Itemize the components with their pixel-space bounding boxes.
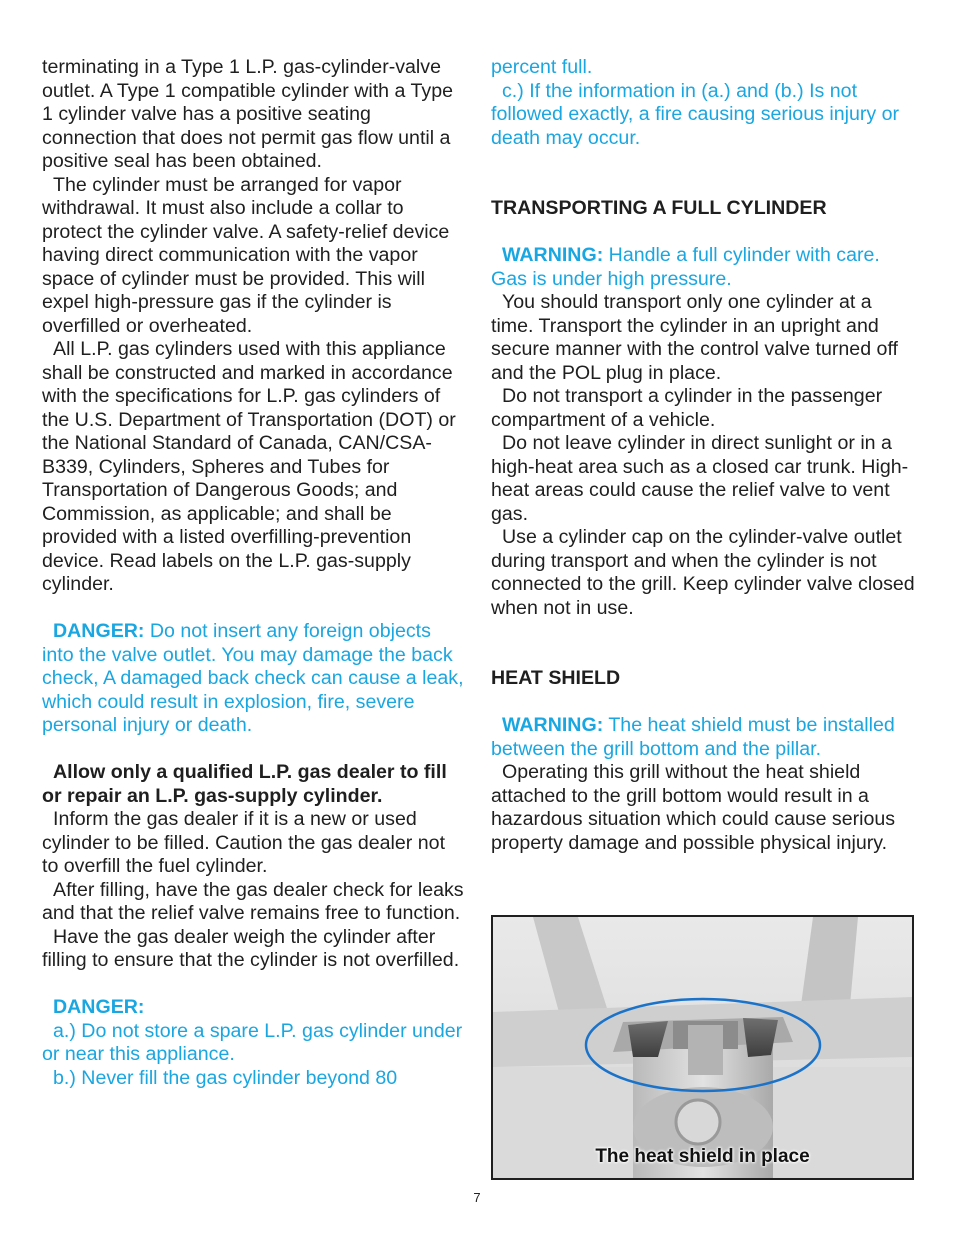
danger-label: DANGER: [53,620,145,642]
danger-foreign-objects [42,620,466,738]
heat-shield-illustration [493,917,912,1178]
left-column [42,56,466,1090]
paragraph-type1-valve: terminating in a Type 1 L.P. gas-cylinder-valve outlet. A Type 1 compatible cylinder with a Type 1 cylinder valve has a positive seating connection that does not permit gas flow until a positive seal has been obtained. [42,56,453,172]
qualified-dealer-notice: Allow only a qualified L.P. gas dealer to fill or repair an L.P. gas-supply cylinder. [42,761,447,807]
warning-text: Handle a full cylinder with care. Gas is under high pressure. [491,244,880,290]
paragraph-operating-without-shield: Operating this grill without the heat shield attached to the grill bottom would result in a hazardous situation which could cause serious property damage and possible physical injury. [491,761,896,854]
paragraph-vapor-withdrawal: The cylinder must be arranged for vapor withdrawal. It must also include a collar to protect the cylinder valve. A safety-relief device having direct communication with the vapor space of cylinder must be provided. This will expel high-pressure gas if the cylinder is overfilled or overheated. [42,173,450,337]
warning-label: WARNING: [502,714,604,736]
heading-transporting-cylinder: TRANSPORTING A FULL CYLINDER [491,197,827,219]
danger-item-b-continued: percent full. [491,56,593,78]
paragraph-after-filling: After filling, have the gas dealer check for leaks and that the relief valve remains free to function. [42,878,464,924]
danger-label-storage: DANGER: [53,996,145,1018]
right-column [491,56,916,855]
page-number: 7 [473,1190,481,1205]
warning-heat-shield [491,714,916,761]
heat-shield-photo [491,915,914,1180]
danger-text: Do not insert any foreign objects into the valve outlet. You may damage the back check, A damaged back check can cause a leak, which could result in explosion, fire, severe personal injury or death. [42,620,464,736]
danger-item-c: c.) If the information in (a.) and (b.) Is not followed exactly, a fire causing serious injury or death may occur. [491,79,900,149]
danger-item-b: b.) Never fill the gas cylinder beyond 80 [53,1066,398,1089]
paragraph-direct-sunlight: Do not leave cylinder in direct sunlight or in a high-heat area such as a closed car trunk. High-heat areas could cause the relief valve to vent gas. [491,432,909,525]
danger-item-a: a.) Do not store a spare L.P. gas cylinder under or near this appliance. [42,1019,463,1065]
warning-label: WARNING: [502,244,604,266]
warning-text: The heat shield must be installed between the grill bottom and the pillar. [491,714,895,760]
paragraph-transport-one: You should transport only one cylinder at a time. Transport the cylinder in an upright and secure manner with the control valve turned off and the POL plug in place. [491,291,898,384]
figure-caption: The heat shield in place [595,1145,810,1167]
paragraph-cylinder-cap: Use a cylinder cap on the cylinder-valve outlet during transport and when the cylinder is not connected to the grill. Keep cylinder valve closed when not in use. [491,526,915,619]
paragraph-passenger-compartment: Do not transport a cylinder in the passenger compartment of a vehicle. [491,385,883,431]
paragraph-cylinder-specifications: All L.P. gas cylinders used with this appliance shall be constructed and marked in accordance with the specifications for L.P. gas cylinders of the U.S. Department of Transportation (DOT) or the National Standard of Canada, CAN/CSA-B339, Cylinders, Spheres and Tubes for Transportation of Dangerous Goods; and Commission, as applicable; and shall be provided with a listed overfilling-prevention device. Read labels on the L.P. gas-supply cylinder. [42,338,456,595]
paragraph-weigh-cylinder: Have the gas dealer weigh the cylinder after filling to ensure that the cylinder is not overfilled. [42,925,460,971]
heading-heat-shield: HEAT SHIELD [491,667,621,689]
paragraph-inform-dealer: Inform the gas dealer if it is a new or used cylinder to be filled. Caution the gas dealer not to overfill the fuel cylinder. [42,808,446,877]
warning-full-cylinder [491,244,916,291]
